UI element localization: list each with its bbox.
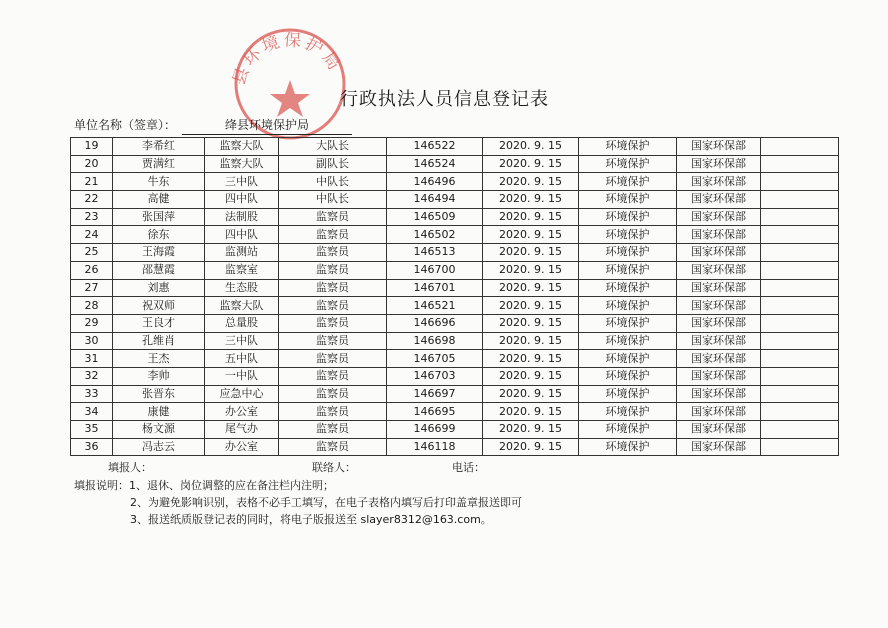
- name-cell: 牛东: [113, 173, 205, 191]
- issuing-authority-cell: 国家环保部: [677, 421, 761, 439]
- row-number-cell: 33: [71, 385, 113, 403]
- certificate-number-cell: 146703: [387, 367, 483, 385]
- department-cell: 监察大队: [205, 155, 279, 173]
- instruction-item: 3、报送纸质版登记表的同时，将电子版报送至 slayer8312@163.com。: [130, 513, 492, 526]
- name-cell: 高健: [113, 191, 205, 209]
- table-row: [71, 350, 839, 368]
- enforcement-field-cell: 环境保护: [579, 244, 677, 262]
- enforcement-field-cell: 环境保护: [579, 208, 677, 226]
- position-cell: 大队长: [279, 138, 387, 156]
- enforcement-field-cell: 环境保护: [579, 385, 677, 403]
- row-number-cell: 20: [71, 155, 113, 173]
- row-number-cell: 34: [71, 403, 113, 421]
- remarks-cell: [761, 226, 839, 244]
- position-cell: 副队长: [279, 155, 387, 173]
- remarks-cell: [761, 403, 839, 421]
- contact-label: 联络人：: [312, 461, 356, 474]
- row-number-cell: 28: [71, 297, 113, 315]
- issue-date-cell: 2020. 9. 15: [483, 244, 579, 262]
- table-row: [71, 367, 839, 385]
- certificate-number-cell: 146521: [387, 297, 483, 315]
- department-cell: 四中队: [205, 191, 279, 209]
- position-cell: 监察员: [279, 297, 387, 315]
- issuing-authority-cell: 国家环保部: [677, 208, 761, 226]
- position-cell: 监察员: [279, 208, 387, 226]
- certificate-number-cell: 146705: [387, 350, 483, 368]
- row-number-cell: 32: [71, 367, 113, 385]
- position-cell: 监察员: [279, 332, 387, 350]
- position-cell: 监察员: [279, 350, 387, 368]
- issue-date-cell: 2020. 9. 15: [483, 332, 579, 350]
- table-row: [71, 332, 839, 350]
- enforcement-field-cell: 环境保护: [579, 350, 677, 368]
- name-cell: 李帅: [113, 367, 205, 385]
- position-cell: 监察员: [279, 421, 387, 439]
- row-number-cell: 31: [71, 350, 113, 368]
- issuing-authority-cell: 国家环保部: [677, 191, 761, 209]
- certificate-number-cell: 146701: [387, 279, 483, 297]
- certificate-number-cell: 146524: [387, 155, 483, 173]
- issuing-authority-cell: 国家环保部: [677, 367, 761, 385]
- fill-instructions: [74, 477, 522, 528]
- department-cell: 应急中心: [205, 385, 279, 403]
- table-row: [71, 244, 839, 262]
- remarks-cell: [761, 261, 839, 279]
- certificate-number-cell: 146502: [387, 226, 483, 244]
- issue-date-cell: 2020. 9. 15: [483, 350, 579, 368]
- issuing-authority-cell: 国家环保部: [677, 226, 761, 244]
- name-cell: 冯志云: [113, 438, 205, 456]
- enforcement-field-cell: 环境保护: [579, 138, 677, 156]
- table-row: [71, 279, 839, 297]
- row-number-cell: 29: [71, 314, 113, 332]
- remarks-cell: [761, 385, 839, 403]
- department-cell: 监察大队: [205, 138, 279, 156]
- instruction-item: 1、退休、岗位调整的应在备注栏内注明；: [129, 479, 334, 492]
- department-cell: 四中队: [205, 226, 279, 244]
- remarks-cell: [761, 350, 839, 368]
- certificate-number-cell: 146509: [387, 208, 483, 226]
- name-cell: 王海霞: [113, 244, 205, 262]
- table-row: [71, 385, 839, 403]
- name-cell: 康健: [113, 403, 205, 421]
- remarks-cell: [761, 191, 839, 209]
- issuing-authority-cell: 国家环保部: [677, 350, 761, 368]
- table-row: [71, 261, 839, 279]
- certificate-number-cell: 146698: [387, 332, 483, 350]
- enforcement-field-cell: 环境保护: [579, 191, 677, 209]
- row-number-cell: 23: [71, 208, 113, 226]
- issue-date-cell: 2020. 9. 15: [483, 261, 579, 279]
- unit-name-label: 单位名称（签章）：: [74, 118, 177, 132]
- issuing-authority-cell: 国家环保部: [677, 138, 761, 156]
- table-row: [71, 155, 839, 173]
- issue-date-cell: 2020. 9. 15: [483, 367, 579, 385]
- enforcement-field-cell: 环境保护: [579, 421, 677, 439]
- issue-date-cell: 2020. 9. 15: [483, 155, 579, 173]
- name-cell: 张国萍: [113, 208, 205, 226]
- issue-date-cell: 2020. 9. 15: [483, 314, 579, 332]
- issue-date-cell: 2020. 9. 15: [483, 138, 579, 156]
- issuing-authority-cell: 国家环保部: [677, 314, 761, 332]
- instruction-item: 2、为避免影响识别，表格不必手工填写，在电子表格内填写后打印盖章报送即可: [130, 496, 522, 509]
- name-cell: 祝双师: [113, 297, 205, 315]
- phone-label: 电话：: [452, 461, 485, 474]
- issuing-authority-cell: 国家环保部: [677, 244, 761, 262]
- table-row: [71, 208, 839, 226]
- issuing-authority-cell: 国家环保部: [677, 385, 761, 403]
- row-number-cell: 19: [71, 138, 113, 156]
- enforcement-field-cell: 环境保护: [579, 403, 677, 421]
- issue-date-cell: 2020. 9. 15: [483, 208, 579, 226]
- row-number-cell: 24: [71, 226, 113, 244]
- issuing-authority-cell: 国家环保部: [677, 261, 761, 279]
- enforcement-field-cell: 环境保护: [579, 261, 677, 279]
- department-cell: 三中队: [205, 173, 279, 191]
- name-cell: 杨文源: [113, 421, 205, 439]
- remarks-cell: [761, 438, 839, 456]
- name-cell: 张晋东: [113, 385, 205, 403]
- enforcement-field-cell: 环境保护: [579, 314, 677, 332]
- enforcement-field-cell: 环境保护: [579, 297, 677, 315]
- issue-date-cell: 2020. 9. 15: [483, 385, 579, 403]
- issuing-authority-cell: 国家环保部: [677, 173, 761, 191]
- enforcement-field-cell: 环境保护: [579, 155, 677, 173]
- name-cell: 徐东: [113, 226, 205, 244]
- table-row: [71, 403, 839, 421]
- certificate-number-cell: 146697: [387, 385, 483, 403]
- certificate-number-cell: 146695: [387, 403, 483, 421]
- row-number-cell: 30: [71, 332, 113, 350]
- position-cell: 中队长: [279, 173, 387, 191]
- table-row: [71, 226, 839, 244]
- remarks-cell: [761, 173, 839, 191]
- svg-text:县环境保护局: [229, 30, 345, 87]
- remarks-cell: [761, 367, 839, 385]
- position-cell: 监察员: [279, 367, 387, 385]
- department-cell: 监察大队: [205, 297, 279, 315]
- enforcement-field-cell: 环境保护: [579, 279, 677, 297]
- table-row: [71, 421, 839, 439]
- remarks-cell: [761, 155, 839, 173]
- name-cell: 王杰: [113, 350, 205, 368]
- instructions-lead: 填报说明：: [74, 479, 129, 492]
- department-cell: 尾气办: [205, 421, 279, 439]
- position-cell: 监察员: [279, 403, 387, 421]
- certificate-number-cell: 146700: [387, 261, 483, 279]
- name-cell: 王良才: [113, 314, 205, 332]
- position-cell: 监察员: [279, 261, 387, 279]
- position-cell: 监察员: [279, 438, 387, 456]
- issuing-authority-cell: 国家环保部: [677, 297, 761, 315]
- department-cell: 生态股: [205, 279, 279, 297]
- issue-date-cell: 2020. 9. 15: [483, 279, 579, 297]
- remarks-cell: [761, 297, 839, 315]
- seal-text: 县环境保护局: [229, 30, 346, 88]
- table-row: [71, 314, 839, 332]
- table-row: [71, 138, 839, 156]
- name-cell: 邵慧霞: [113, 261, 205, 279]
- remarks-cell: [761, 332, 839, 350]
- remarks-cell: [761, 314, 839, 332]
- enforcement-field-cell: 环境保护: [579, 332, 677, 350]
- issue-date-cell: 2020. 9. 15: [483, 403, 579, 421]
- certificate-number-cell: 146696: [387, 314, 483, 332]
- seal-star-icon: [270, 80, 310, 117]
- department-cell: 监察室: [205, 261, 279, 279]
- row-number-cell: 27: [71, 279, 113, 297]
- remarks-cell: [761, 421, 839, 439]
- issue-date-cell: 2020. 9. 15: [483, 438, 579, 456]
- certificate-number-cell: 146494: [387, 191, 483, 209]
- position-cell: 中队长: [279, 191, 387, 209]
- issuing-authority-cell: 国家环保部: [677, 438, 761, 456]
- certificate-number-cell: 146699: [387, 421, 483, 439]
- department-cell: 法制股: [205, 208, 279, 226]
- unit-name-line: [74, 116, 352, 135]
- name-cell: 李希红: [113, 138, 205, 156]
- table-row: [71, 297, 839, 315]
- name-cell: 贾满红: [113, 155, 205, 173]
- row-number-cell: 25: [71, 244, 113, 262]
- issuing-authority-cell: 国家环保部: [677, 403, 761, 421]
- position-cell: 监察员: [279, 385, 387, 403]
- remarks-cell: [761, 244, 839, 262]
- enforcement-field-cell: 环境保护: [579, 173, 677, 191]
- department-cell: 办公室: [205, 403, 279, 421]
- row-number-cell: 36: [71, 438, 113, 456]
- instructions-first-line: [74, 477, 522, 494]
- row-number-cell: 21: [71, 173, 113, 191]
- certificate-number-cell: 146513: [387, 244, 483, 262]
- table-row: [71, 438, 839, 456]
- position-cell: 监察员: [279, 279, 387, 297]
- page-title: 行政执法人员信息登记表: [340, 89, 549, 110]
- issue-date-cell: 2020. 9. 15: [483, 297, 579, 315]
- remarks-cell: [761, 279, 839, 297]
- department-cell: 办公室: [205, 438, 279, 456]
- department-cell: 监测站: [205, 244, 279, 262]
- issuing-authority-cell: 国家环保部: [677, 155, 761, 173]
- filler-label: 填报人：: [108, 461, 152, 474]
- table-row: [71, 191, 839, 209]
- table-row: [71, 173, 839, 191]
- row-number-cell: 26: [71, 261, 113, 279]
- department-cell: 总量股: [205, 314, 279, 332]
- enforcement-field-cell: 环境保护: [579, 226, 677, 244]
- issuing-authority-cell: 国家环保部: [677, 279, 761, 297]
- certificate-number-cell: 146118: [387, 438, 483, 456]
- issuing-authority-cell: 国家环保部: [677, 332, 761, 350]
- unit-name-value: 绛县环境保护局: [182, 116, 352, 135]
- department-cell: 三中队: [205, 332, 279, 350]
- position-cell: 监察员: [279, 226, 387, 244]
- row-number-cell: 22: [71, 191, 113, 209]
- department-cell: 一中队: [205, 367, 279, 385]
- issue-date-cell: 2020. 9. 15: [483, 173, 579, 191]
- row-number-cell: 35: [71, 421, 113, 439]
- name-cell: 孔维肖: [113, 332, 205, 350]
- issue-date-cell: 2020. 9. 15: [483, 421, 579, 439]
- enforcement-field-cell: 环境保护: [579, 367, 677, 385]
- certificate-number-cell: 146496: [387, 173, 483, 191]
- issue-date-cell: 2020. 9. 15: [483, 226, 579, 244]
- position-cell: 监察员: [279, 244, 387, 262]
- issue-date-cell: 2020. 9. 15: [483, 191, 579, 209]
- remarks-cell: [761, 138, 839, 156]
- registration-table: [70, 137, 839, 456]
- certificate-number-cell: 146522: [387, 138, 483, 156]
- name-cell: 刘惠: [113, 279, 205, 297]
- department-cell: 五中队: [205, 350, 279, 368]
- remarks-cell: [761, 208, 839, 226]
- position-cell: 监察员: [279, 314, 387, 332]
- enforcement-field-cell: 环境保护: [579, 438, 677, 456]
